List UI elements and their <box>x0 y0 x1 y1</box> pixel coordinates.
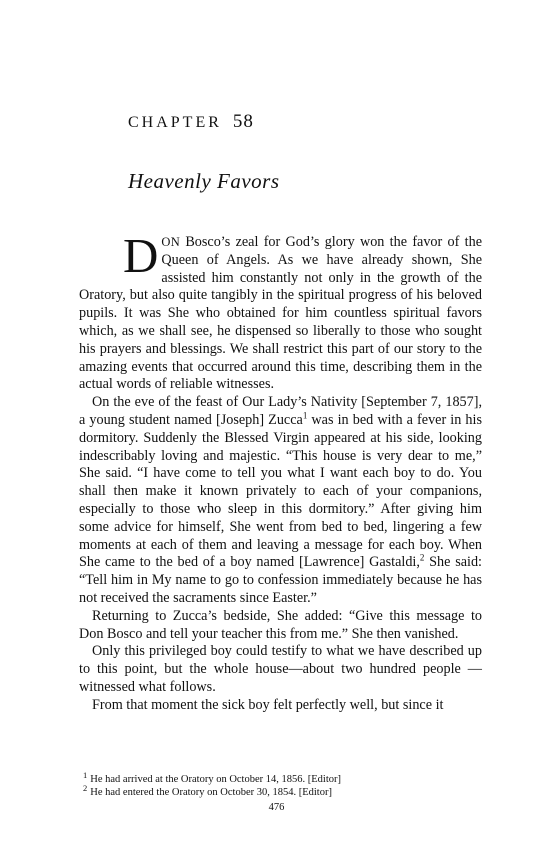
body-text <box>79 228 482 715</box>
lead-small-caps: ON <box>161 235 181 249</box>
chapter-number: 58 <box>232 111 254 132</box>
paragraph-2 <box>79 394 482 608</box>
paragraph-2-part2: was in bed with a fever in his dormitory. Suddenly the Blessed Virgin appeared at his side, looking indescribably loving and majestic. “This house is very dear to me,” She said. “I have come to tell you what I want each boy to do. You shall then make it known privately to each of your companions, especially to those who sleep in this dormitory.” After giving him some advice for himself, She went from bed to bed, lingering a few moments at each of them and leaving a message for each boy. When She came to the bed of a boy named [Lawrence] Gastaldi, <box>79 411 482 571</box>
page-number: 476 <box>268 802 285 813</box>
paragraph-1 <box>79 228 482 394</box>
paragraph-3: Returning to Zucca’s bedside, She added: “Give this message to Don Bosco and tell your teacher this from me.” She then vanished. <box>79 607 482 642</box>
paragraph-2-part1: On the eve of the feast of Our Lady’s Nativity [September 7, 1857], a young student named [Joseph] Zucca <box>79 394 482 428</box>
chapter-word: CHAPTER <box>128 114 222 131</box>
footnotes <box>83 769 483 799</box>
footnote-1 <box>83 769 483 786</box>
footnote-2-text: He had entered the Oratory on October 30, 1854. [Editor] <box>90 787 332 798</box>
drop-cap: D <box>123 228 159 283</box>
footnote-2-mark: 2 <box>83 782 88 793</box>
paragraph-5: From that moment the sick boy felt perfectly well, but since it <box>92 696 444 713</box>
footnote-ref-1: 1 <box>302 410 308 421</box>
footnote-1-text: He had arrived at the Oratory on October 14, 1856. [Editor] <box>90 774 341 785</box>
paragraph-1-text: Bosco’s zeal for God’s glory won the favor of the Queen of Angels. As we have already shown, She assisted him constantly not only in the growth of the Oratory, but also quite tangibly in the spiritual progress of his beloved pupils. It was She who obtained for him countless spiritual favors which, as we shall see, he dispensed so liberally to those who sought his prayers and blessings. We shall restrict this part of our story to the amazing events that occurred around this time, describing them in the actual words of reliable witnesses. <box>79 234 482 393</box>
chapter-label <box>128 111 254 133</box>
footnote-2 <box>83 782 483 799</box>
footnote-ref-2: 2 <box>419 552 425 563</box>
paragraph-4: Only this privileged boy could testify to what we have described up to this point, but the whole house—about two hundred people —witnessed what follows. <box>79 643 482 695</box>
chapter-title: Heavenly Favors <box>128 169 280 193</box>
paragraph-2-part3: She said: “Tell him in My name to go to confession immediately because he has not received the sacraments since Easter.” <box>79 554 482 606</box>
footnote-1-mark: 1 <box>83 769 88 780</box>
